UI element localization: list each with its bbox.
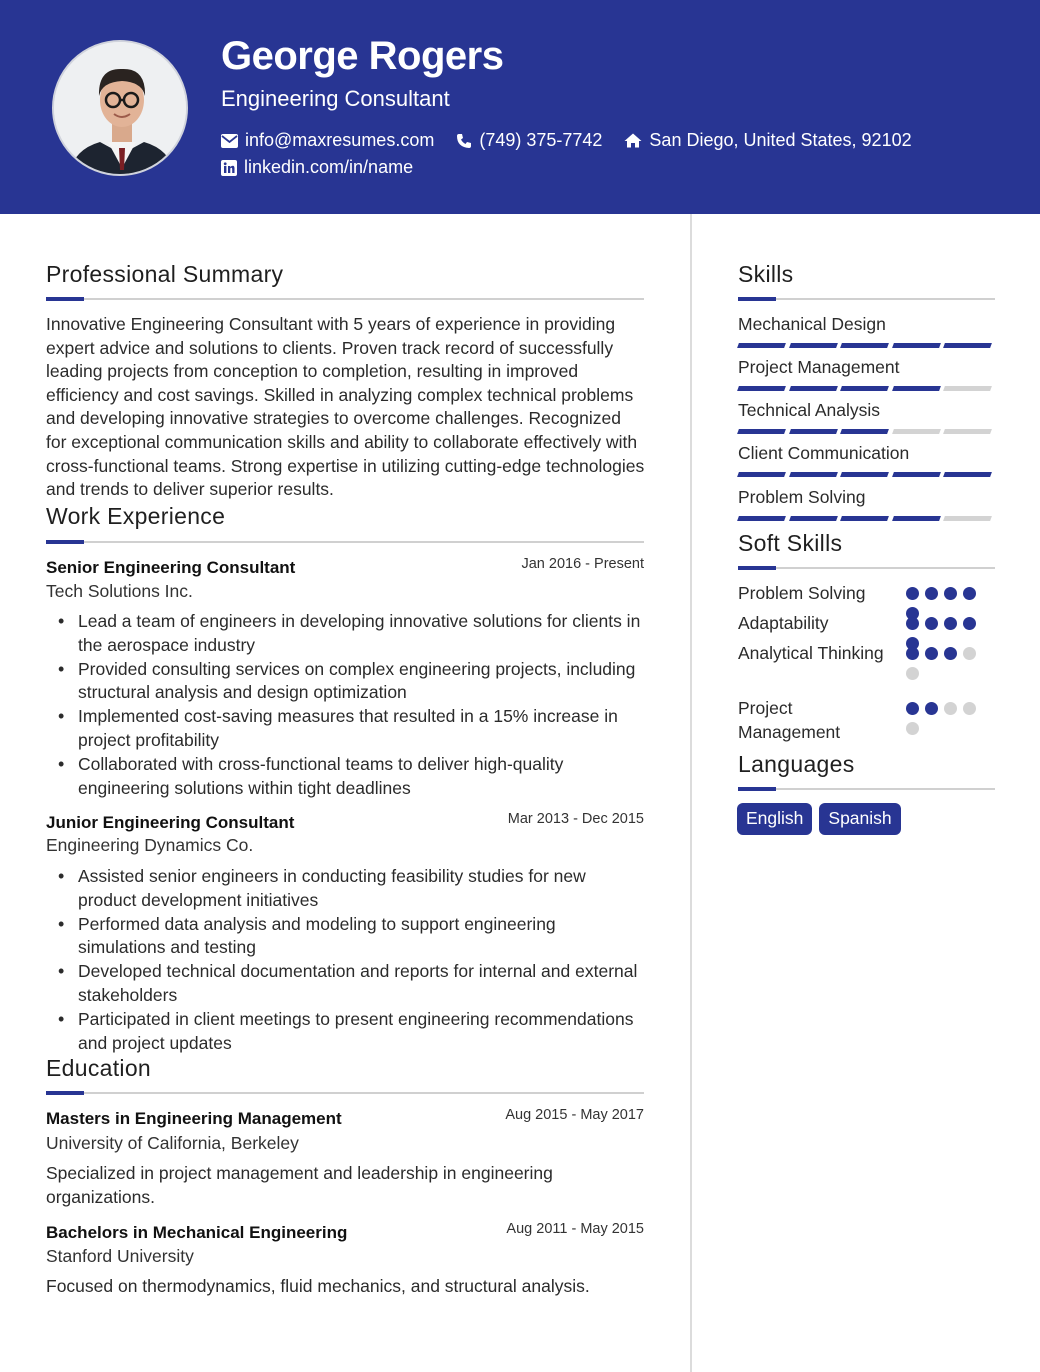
job-company: Engineering Dynamics Co. <box>46 835 254 855</box>
skill-level-segment <box>892 516 941 521</box>
phone-text[interactable]: (749) 375-7742 <box>479 130 603 150</box>
skill-name: Project Management <box>738 357 900 377</box>
skill-level-segment <box>892 386 941 391</box>
job-bullets <box>46 610 646 800</box>
skills-accent <box>738 297 776 301</box>
skill-level-segment <box>840 343 889 348</box>
candidate-title: Engineering Consultant <box>221 86 450 111</box>
education-heading: Education <box>46 1055 151 1081</box>
list-item: • Lead a team of engineers in developing innovative solutions for clients in the aerospace industry <box>46 610 646 658</box>
skill-level-segment <box>840 386 889 391</box>
skill-level-segment <box>737 343 786 348</box>
home-icon <box>624 133 642 148</box>
linkedin-icon <box>221 160 237 176</box>
skill-level-segment <box>943 516 992 521</box>
rating-dot <box>906 667 919 680</box>
skill-level-segment <box>943 343 992 348</box>
contact-row <box>221 130 934 151</box>
rating-dot <box>963 647 976 660</box>
rating-dot <box>925 647 938 660</box>
candidate-name: George Rogers <box>221 34 504 78</box>
list-item: • Implemented cost-saving measures that resulted in a 15% increase in project profitability <box>46 705 646 753</box>
list-item: • Performed data analysis and modeling to support engineering simulations and testing <box>46 913 646 961</box>
skill-level-bar <box>738 343 996 348</box>
summary-heading: Professional Summary <box>46 261 284 287</box>
location-text: San Diego, United States, 92102 <box>649 130 912 150</box>
job-dates: Mar 2013 - Dec 2015 <box>507 811 644 827</box>
envelope-icon <box>221 134 238 148</box>
linkedin-text[interactable]: linkedin.com/in/name <box>244 157 414 177</box>
skill-level-segment <box>840 429 889 434</box>
skill-level-segment <box>737 516 786 521</box>
soft-skill-rating <box>906 647 982 680</box>
skill-level-bar <box>738 386 996 391</box>
job-title: Junior Engineering Consultant <box>46 813 295 832</box>
skill-level-segment <box>840 472 889 477</box>
soft-skill-rating <box>906 587 982 620</box>
resume-header <box>0 0 1040 214</box>
skill-level-bar <box>738 516 996 521</box>
school-name: Stanford University <box>46 1246 194 1266</box>
profile-photo <box>52 40 188 176</box>
skill-level-bar <box>738 472 996 477</box>
summary-rule <box>46 298 644 300</box>
skill-level-segment <box>737 429 786 434</box>
list-item: • Provided consulting services on complex engineering projects, including structural analysis and design optimization <box>46 658 646 706</box>
skill-level-segment <box>943 429 992 434</box>
rating-dot <box>906 647 919 660</box>
rating-dot <box>944 617 957 630</box>
contact-row-2 <box>221 157 435 178</box>
rating-dot <box>963 587 976 600</box>
degree-title: Masters in Engineering Management <box>46 1109 342 1128</box>
soft-skills-heading: Soft Skills <box>738 530 843 556</box>
skill-level-segment <box>943 386 992 391</box>
rating-dot <box>963 702 976 715</box>
skill-level-segment <box>789 472 838 477</box>
email-text[interactable]: info@maxresumes.com <box>245 130 435 150</box>
rating-dot <box>963 617 976 630</box>
language-tag: English <box>737 803 812 835</box>
soft-skill-rating <box>906 617 982 650</box>
soft-skill-name: Project Management <box>738 698 841 742</box>
soft-skills-accent <box>738 566 776 570</box>
language-tag: Spanish <box>819 803 900 835</box>
degree-dates: Aug 2011 - May 2015 <box>506 1221 644 1237</box>
rating-dot <box>925 587 938 600</box>
rating-dot <box>925 702 938 715</box>
job-bullets <box>46 865 646 1055</box>
summary-text: Innovative Engineering Consultant with 5 years of experience in providing expert advice and solutions to clients. Proven track record of successfully leading projects from conception to completion, resulting in improved efficiency and cost savings. Skilled in analyzing complex technical problems and developing innovative strategies to overcome challenges. Recognized for exceptional communication skills and ability to collaborate effectively with cross-functional teams. Strong expertise in utilizing cutting-edge technologies and trends to deliver superior results. <box>46 314 645 500</box>
experience-heading: Work Experience <box>46 503 226 529</box>
list-item: • Developed technical documentation and reports for internal and external stakeholders <box>46 960 646 1008</box>
list-item: • Collaborated with cross-functional teams to deliver high-quality engineering solutions within tight deadlines <box>46 753 646 801</box>
skill-level-segment <box>737 386 786 391</box>
skill-level-segment <box>789 429 838 434</box>
rating-dot <box>906 617 919 630</box>
skill-name: Problem Solving <box>738 487 866 507</box>
languages-accent <box>738 787 776 791</box>
rating-dot <box>925 617 938 630</box>
summary-accent <box>46 297 84 301</box>
skill-level-bar <box>738 429 996 434</box>
skill-level-segment <box>892 343 941 348</box>
skills-heading: Skills <box>738 261 794 287</box>
experience-accent <box>46 540 84 544</box>
rating-dot <box>906 722 919 735</box>
languages-rule <box>738 788 995 790</box>
skill-level-segment <box>789 343 838 348</box>
degree-title: Bachelors in Mechanical Engineering <box>46 1223 348 1242</box>
soft-skill-rating <box>906 702 982 735</box>
soft-skill-name: Problem Solving <box>738 583 866 603</box>
list-item: • Assisted senior engineers in conducting feasibility studies for new product development initiatives <box>46 865 646 913</box>
school-name: University of California, Berkeley <box>46 1133 299 1153</box>
languages-heading: Languages <box>738 751 855 777</box>
skills-rule <box>738 298 995 300</box>
person-portrait-icon <box>54 42 188 176</box>
skill-level-segment <box>892 472 941 477</box>
soft-skill-name: Analytical Thinking <box>738 643 884 663</box>
job-company: Tech Solutions Inc. <box>46 581 193 601</box>
education-rule <box>46 1092 644 1094</box>
job-dates: Jan 2016 - Present <box>521 556 644 572</box>
location-contact <box>624 130 911 151</box>
rating-dot <box>944 587 957 600</box>
language-tags <box>737 803 908 835</box>
skill-name: Technical Analysis <box>738 400 881 420</box>
experience-rule <box>46 541 644 543</box>
skill-level-segment <box>840 516 889 521</box>
skill-name: Client Communication <box>738 443 910 463</box>
skill-level-segment <box>789 516 838 521</box>
skill-name: Mechanical Design <box>738 314 886 334</box>
rating-dot <box>906 702 919 715</box>
rating-dot <box>944 702 957 715</box>
skill-level-segment <box>789 386 838 391</box>
education-accent <box>46 1091 84 1095</box>
email-contact[interactable] <box>221 130 434 151</box>
degree-description: Focused on thermodynamics, fluid mechanics, and structural analysis. <box>46 1276 590 1296</box>
phone-contact[interactable] <box>456 130 602 151</box>
column-divider <box>690 214 692 1372</box>
job-title: Senior Engineering Consultant <box>46 558 296 577</box>
soft-skills-rule <box>738 567 995 569</box>
soft-skill-name: Adaptability <box>738 613 829 633</box>
list-item: • Participated in client meetings to present engineering recommendations and project updates <box>46 1008 646 1056</box>
skill-level-segment <box>892 429 941 434</box>
degree-dates: Aug 2015 - May 2017 <box>505 1107 644 1123</box>
linkedin-contact[interactable] <box>221 157 413 178</box>
rating-dot <box>906 587 919 600</box>
skill-level-segment <box>943 472 992 477</box>
skill-level-segment <box>737 472 786 477</box>
degree-description: Specialized in project management and leadership in engineering organizations. <box>46 1163 553 1207</box>
phone-icon <box>456 133 472 149</box>
rating-dot <box>944 647 957 660</box>
